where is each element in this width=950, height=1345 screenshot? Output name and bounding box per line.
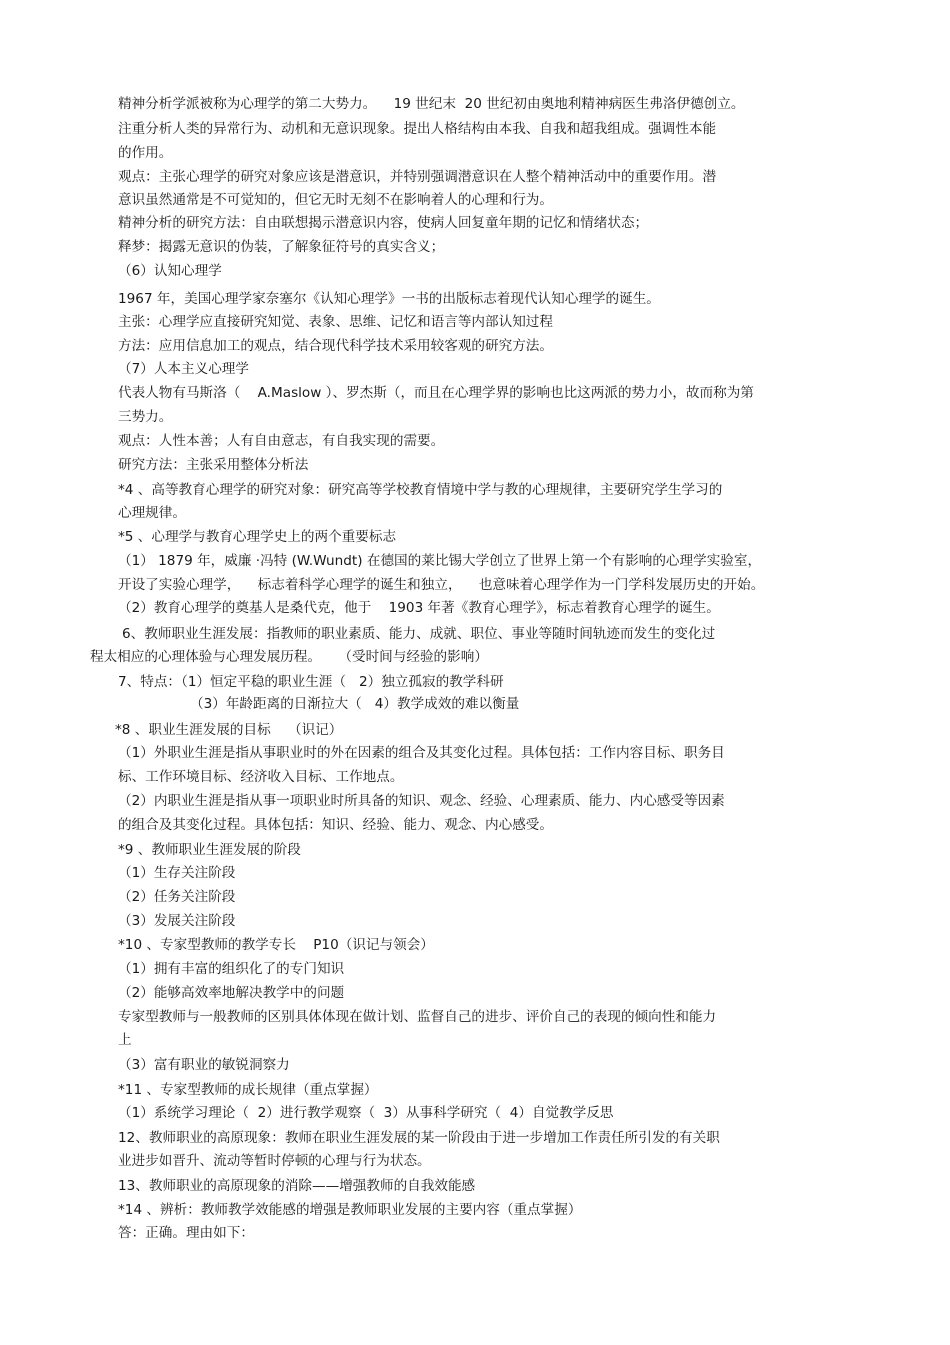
text-line: 意识虽然通常是不可觉知的，但它无时无刻不在影响着人的心理和行为。: [118, 192, 553, 208]
text-line: （1）外职业生涯是指从事职业时的外在因素的组合及其变化过程。具体包括：工作内容目标、职务目: [118, 745, 725, 761]
list-item: （1）生存关注阶段: [118, 865, 236, 881]
section-heading: *11 、专家型教师的成长规律（重点掌握）: [118, 1082, 378, 1098]
list-item: （2）任务关注阶段: [118, 889, 236, 905]
text-line: 6、教师职业生涯发展：指教师的职业素质、能力、成就、职位、事业等随时间轨迹而发生的变化过: [122, 626, 716, 642]
text-line: 业进步如晋升、流动等暂时停顿的心理与行为状态。: [118, 1153, 431, 1169]
text-line: 观点：主张心理学的研究对象应该是潜意识，并特别强调潜意识在人整个精神活动中的重要作用。潜: [118, 169, 717, 185]
text-line: 13、教师职业的高原现象的消除——增强教师的自我效能感: [118, 1178, 476, 1194]
text-line: 代表人物有马斯洛（ A.Maslow ）、罗杰斯（，而且在心理学界的影响也比这两派的势力小，故而称为第: [118, 385, 754, 401]
text-line: 三势力。: [118, 409, 173, 425]
text-line: 标、工作环境目标、经济收入目标、工作地点。: [118, 769, 404, 785]
text-line: 程太相应的心理体验与心理发展历程。 （受时间与经验的影响）: [90, 649, 488, 665]
text-line: 7、特点：（1）恒定平稳的职业生涯（ 2）独立孤寂的教学科研: [118, 674, 504, 690]
section-heading: （6）认知心理学: [118, 263, 222, 279]
list-item: （3）富有职业的敏锐洞察力: [118, 1057, 290, 1073]
text-line: （3）年龄距离的日渐拉大（ 4）教学成效的难以衡量: [190, 696, 520, 712]
text-line: （1）系统学习理论（ 2）进行教学观察（ 3）从事科学研究（ 4）自觉教学反思: [118, 1105, 614, 1121]
text-line: 方法：应用信息加工的观点，结合现代科学技术采用较客观的研究方法。: [118, 338, 553, 354]
text-line: 专家型教师与一般教师的区别具体体现在做计划、监督自己的进步、评价自己的表现的倾向性和能力: [118, 1009, 717, 1025]
text-line: 研究方法：主张采用整体分析法: [118, 457, 309, 473]
text-line: 释梦：揭露无意识的伪装，了解象征符号的真实含义；: [118, 239, 445, 255]
text-line: 心理规律。: [118, 505, 186, 521]
text-line: 注重分析人类的异常行为、动机和无意识现象。提出人格结构由本我、自我和超我组成。强调性本能: [118, 121, 717, 137]
text-line: 的组合及其变化过程。具体包括：知识、经验、能力、观念、内心感受。: [118, 817, 553, 833]
text-line: （1） 1879 年，威廉 ·冯特 (W.Wundt) 在德国的莱比锡大学创立了世界上第一个有影响的心理学实验室，: [118, 553, 762, 569]
section-heading: *5 、心理学与教育心理学史上的两个重要标志: [118, 529, 397, 545]
text-line: 1967 年，美国心理学家奈塞尔《认知心理学》一书的出版标志着现代认知心理学的诞生。: [118, 291, 660, 307]
text-line: 观点：人性本善；人有自由意志，有自我实现的需要。: [118, 433, 445, 449]
text-line: 精神分析学派被称为心理学的第二大势力。 19 世纪末 20 世纪初由奥地利精神病医生弗洛伊德创立。: [118, 96, 745, 112]
list-item: （3）发展关注阶段: [118, 913, 236, 929]
text-line: （2）教育心理学的奠基人是桑代克，他于 1903 年著《教育心理学》，标志着教育心理学的诞生。: [118, 600, 720, 616]
text-line: 开设了实验心理学， 标志着科学心理学的诞生和独立， 也意味着心理学作为一门学科发展历史的开始。: [118, 577, 765, 593]
section-heading: （7）人本主义心理学: [118, 361, 249, 377]
text-line: 精神分析的研究方法：自由联想揭示潜意识内容，使病人回复童年期的记忆和情绪状态；: [118, 215, 649, 231]
text-line: （2）内职业生涯是指从事一项职业时所具备的知识、观念、经验、心理素质、能力、内心感受等因素: [118, 793, 725, 809]
list-item: （1）拥有丰富的组织化了的专门知识: [118, 961, 345, 977]
text-line: 答：正确。理由如下：: [118, 1225, 254, 1241]
section-heading: *14 、辨析：教师教学效能感的增强是教师职业发展的主要内容（重点掌握）: [118, 1202, 582, 1218]
text-line: *4 、高等教育心理学的研究对象：研究高等学校教育情境中学与教的心理规律，主要研究学生学习的: [118, 482, 723, 498]
text-line: 主张：心理学应直接研究知觉、表象、思维、记忆和语言等内部认知过程: [118, 314, 553, 330]
text-line: 上: [118, 1032, 132, 1048]
text-line: 12、教师职业的高原现象：教师在职业生涯发展的某一阶段由于进一步增加工作责任所引发的有关职: [118, 1130, 720, 1146]
section-heading: *8 、职业生涯发展的目标 （识记）: [115, 722, 343, 738]
text-line: 的作用。: [118, 145, 173, 161]
list-item: （2）能够高效率地解决教学中的问题: [118, 985, 345, 1001]
section-heading: *9 、教师职业生涯发展的阶段: [118, 842, 301, 858]
section-heading: *10 、专家型教师的教学专长 P10（识记与领会）: [118, 937, 434, 953]
